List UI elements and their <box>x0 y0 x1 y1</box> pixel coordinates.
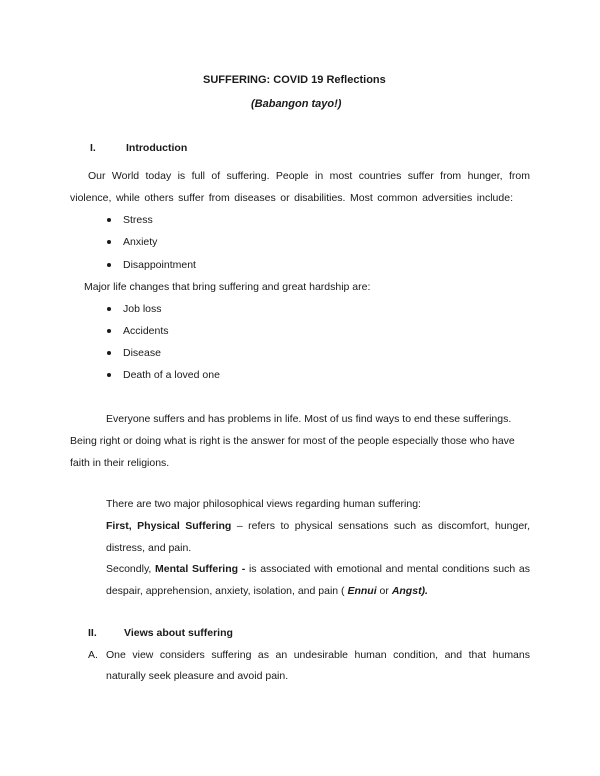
bullet-icon <box>107 307 111 311</box>
paragraph-2-line-3: faith in their religions. <box>70 457 170 469</box>
item-a-line-2: naturally seek pleasure and avoid pain. <box>106 670 289 682</box>
ennui-term: Ennui <box>347 585 377 597</box>
document-subtitle: (Babangon tayo!) <box>251 98 342 110</box>
intro-line-1: Our World today is full of suffering. People in most countries suffer from hunger, from <box>88 170 530 182</box>
section-1-heading: Introduction <box>126 142 188 154</box>
bullet-icon <box>107 263 111 267</box>
views-intro: There are two major philosophical views regarding human suffering: <box>106 498 421 510</box>
list-item: Death of a loved one <box>123 369 220 381</box>
mental-suffering-line-2 <box>106 584 428 598</box>
paragraph-2-line-1: Everyone suffers and has problems in life. Most of us find ways to end these sufferings. <box>106 413 512 425</box>
bullet-icon <box>107 329 111 333</box>
physical-suffering-label: First, Physical Suffering <box>106 520 232 532</box>
section-2-heading: Views about suffering <box>124 627 233 639</box>
mental-suffering-label: Mental Suffering - <box>155 563 246 575</box>
physical-suffering-text: – refers to physical sensations such as discomfort, hunger, <box>231 520 530 532</box>
mental-suffering-prefix: Secondly, <box>106 563 156 575</box>
section-2-numeral: II. <box>88 627 97 639</box>
list-item: Disappointment <box>123 259 196 271</box>
list-item: Accidents <box>123 325 169 337</box>
bullet-icon <box>107 218 111 222</box>
intro-line-2: violence, while others suffer from diseases or disabilities. Most common adversities include: <box>70 192 513 204</box>
physical-suffering-line-2: distress, and pain. <box>106 542 192 554</box>
mental-suffering-list: despair, apprehension, anxiety, isolation, and pain ( <box>106 585 348 597</box>
angst-term: Angst). <box>391 585 428 597</box>
physical-suffering-line-1 <box>106 519 530 533</box>
list-item: Stress <box>123 214 153 226</box>
bullet-icon <box>107 240 111 244</box>
bullet-icon <box>107 351 111 355</box>
bullet-icon <box>107 373 111 377</box>
mental-suffering-text: is associated with emotional and mental conditions such as <box>245 563 531 575</box>
document-title: SUFFERING: COVID 19 Reflections <box>203 74 386 86</box>
paragraph-2-line-2: Being right or doing what is right is the answer for most of the people especially those who have <box>70 435 515 447</box>
item-a-letter: A. <box>88 649 98 661</box>
section-1-numeral: I. <box>90 142 96 154</box>
mental-suffering-line-1 <box>106 562 530 576</box>
list-item: Disease <box>123 347 161 359</box>
list-item: Job loss <box>123 303 162 315</box>
item-a-line-1: One view considers suffering as an undesirable human condition, and that humans <box>106 649 530 661</box>
list-item: Anxiety <box>123 236 158 248</box>
or-word: or <box>376 585 392 597</box>
life-changes-intro: Major life changes that bring suffering and great hardship are: <box>84 281 371 293</box>
